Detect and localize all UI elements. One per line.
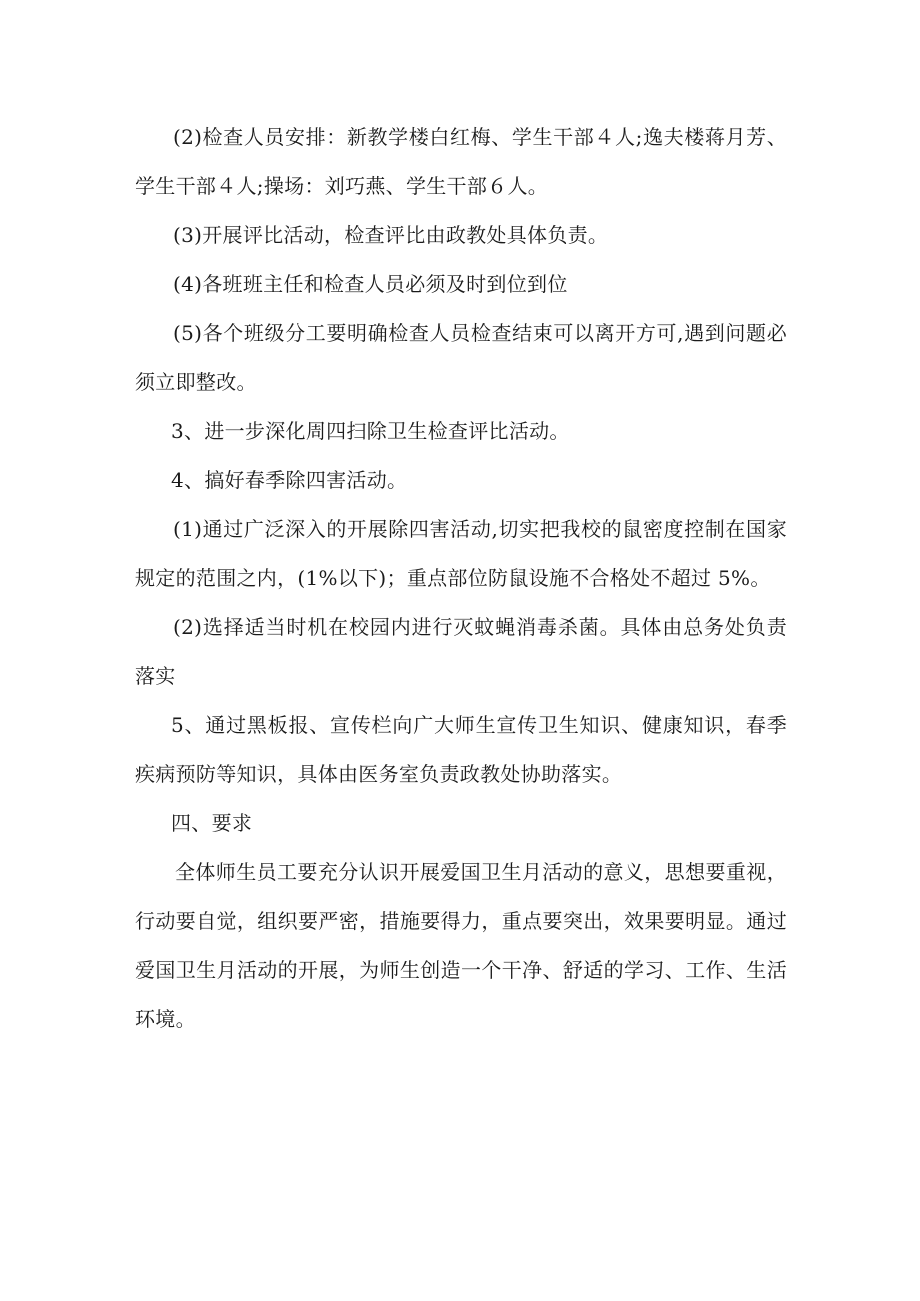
paragraph-inspection-staff: (2)检查人员安排：新教学楼白红梅、学生干部４人;逸夫楼蒋月芳、学生干部４人;操场：刘巧燕、学生干部６人。 <box>135 125 787 198</box>
paragraph-disinfection: (2)选择适当时机在校园内进行灭蚊蝇消毒杀菌。具体由总务处负责落实 <box>135 615 787 688</box>
document-page <box>135 113 787 1044</box>
paragraph-item-5: 5、通过黑板报、宣传栏向广大师生宣传卫生知识、健康知识，春季疾病预防等知识，具体由医务室负责政教处协助落实。 <box>135 713 787 786</box>
paragraph-teachers-on-duty: (4)各班班主任和检查人员必须及时到位到位 <box>173 272 568 296</box>
paragraph-pest-control: (1)通过广泛深入的开展除四害活动,切实把我校的鼠密度控制在国家规定的范围之内，(1%以下)；重点部位防鼠设施不合格处不超过 5%。 <box>135 517 787 590</box>
section-heading-requirements: 四、要求 <box>171 811 253 835</box>
paragraph-item-4: 4、搞好春季除四害活动。 <box>171 468 408 492</box>
paragraph-requirements-body: 全体师生员工要充分认识开展爱国卫生月活动的意义，思想要重视，行动要自觉，组织要严密，措施要得力，重点要突出，效果要明显。通过爱国卫生月活动的开展，为师生创造一个干净、舒适的学习、工作、生活环境。 <box>135 860 787 1031</box>
paragraph-class-division: (5)各个班级分工要明确检查人员检查结束可以离开方可,遇到问题必须立即整改。 <box>135 321 787 394</box>
paragraph-evaluation-activity: (3)开展评比活动，检查评比由政教处具体负责。 <box>173 223 609 247</box>
paragraph-item-3: 3、进一步深化周四扫除卫生检查评比活动。 <box>171 419 570 443</box>
